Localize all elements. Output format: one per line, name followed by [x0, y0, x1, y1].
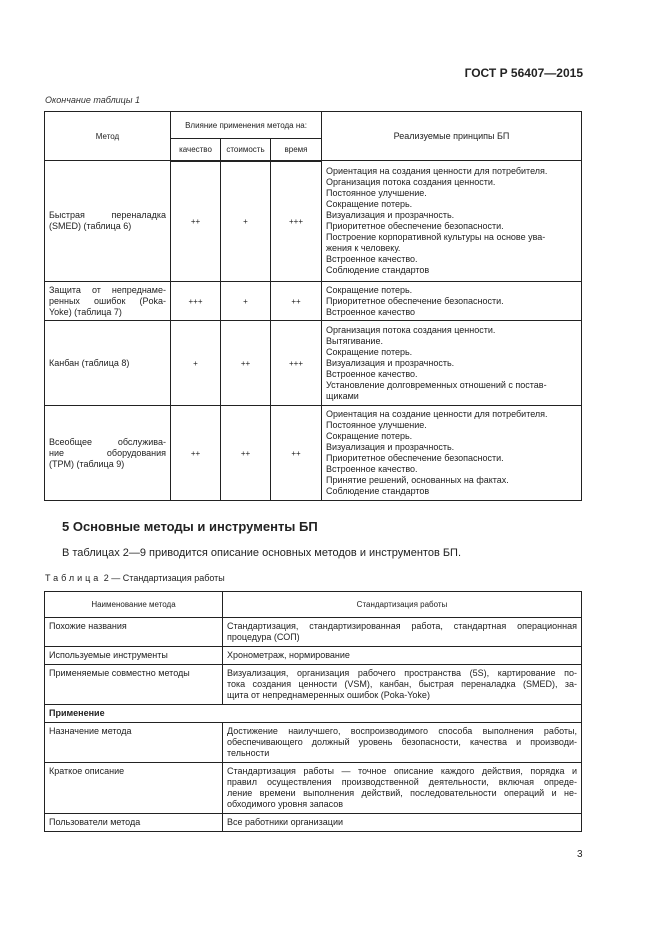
text-line: ренных ошибок (Poka- — [49, 295, 166, 306]
principles-cell — [322, 282, 582, 321]
quality-cell: ++ — [171, 161, 221, 282]
table-row — [45, 763, 582, 814]
text-line: (SMED) (таблица 6) — [49, 221, 132, 231]
text-line: Визуализация, организация рабочего пространства (5S), картирование по- — [227, 668, 577, 678]
table-row — [45, 406, 582, 501]
text-line: Сокращение потерь. — [326, 346, 413, 357]
table-row — [45, 814, 582, 832]
text-line: Визуализация и прозрачность. — [326, 210, 455, 220]
value-cell — [223, 814, 582, 832]
principles-cell — [322, 161, 582, 282]
text-line: Сокращение потерь. — [326, 431, 413, 441]
section-title: 5 Основные методы и инструменты БП — [62, 519, 318, 534]
page-number: 3 — [577, 849, 583, 860]
text-line: Ориентация на создания ценности для потребителя. — [326, 166, 548, 176]
section-row — [45, 705, 582, 723]
table-row — [45, 282, 582, 321]
text-line: щита от непреднамеренных ошибок (Poka-Yoke) — [227, 690, 430, 700]
col-method: Метод — [45, 112, 171, 161]
text-line: Ориентация на создание ценности для потребителя. — [326, 409, 548, 419]
col-principles: Реализуемые принципы БП — [322, 112, 582, 161]
table-row — [45, 665, 582, 705]
text-line: Постоянное улучшение. — [326, 188, 427, 198]
text-line: Постоянное улучшение. — [326, 420, 427, 430]
text-line: Организация потока создания ценности. — [326, 324, 496, 335]
text-line: Защита от непреднаме- — [49, 284, 166, 295]
name-cell: Применяемые совместно методы — [45, 665, 223, 705]
text-line: тока создания ценности (VSM), канбан, быстрая переналадка (SMED), за- — [227, 679, 577, 689]
table1 — [44, 111, 582, 501]
value-cell — [223, 723, 582, 763]
text-line: Быстрая переналадка — [49, 210, 166, 220]
quality-cell: ++ — [171, 406, 221, 501]
text-line: Сокращение потерь. — [326, 199, 413, 209]
col-time: время — [271, 139, 322, 161]
text-line: Встроенное качество. — [326, 254, 418, 264]
method-cell — [45, 406, 171, 501]
text-line: (TPM) (таблица 9) — [49, 458, 125, 469]
quality-cell: + — [171, 321, 221, 406]
time-cell: +++ — [271, 321, 322, 406]
text-line: Соблюдение стандартов — [326, 265, 430, 275]
table-row — [45, 321, 582, 406]
text-line: Стандартизация, стандартизированная работа, стандартная операционная — [227, 621, 577, 631]
name-cell: Назначение метода — [45, 723, 223, 763]
cost-cell: + — [221, 282, 271, 321]
cost-cell: ++ — [221, 321, 271, 406]
text-line: жения к человеку. — [326, 243, 401, 253]
text-line: Организация потока создания ценности. — [326, 177, 496, 187]
table-row — [45, 647, 582, 665]
value-cell — [223, 647, 582, 665]
name-cell: Краткое описание — [45, 763, 223, 814]
time-cell: +++ — [271, 161, 322, 282]
time-cell: ++ — [271, 406, 322, 501]
text-line: Хронометраж, нормирование — [227, 650, 350, 660]
text-line: Приоритетное обеспечение безопасности. — [326, 295, 504, 306]
name-cell: Похожие названия — [45, 618, 223, 647]
cost-cell: + — [221, 161, 271, 282]
text-line: Принятие решений, основанных на фактах. — [326, 475, 509, 485]
value-cell — [223, 763, 582, 814]
text-line: ние оборудования — [49, 447, 166, 458]
text-line: Построение корпоративной культуры на основе ува- — [326, 232, 546, 242]
table1-caption: Окончание таблицы 1 — [45, 95, 140, 105]
cost-cell: ++ — [221, 406, 271, 501]
text-line: Соблюдение стандартов — [326, 486, 430, 496]
table2-caption: Таблица 2 — Стандартизация работы — [45, 573, 225, 583]
document-id: ГОСТ Р 56407—2015 — [464, 66, 583, 80]
text-line: Канбан (таблица 8) — [49, 357, 130, 368]
text-line: Визуализация и прозрачность. — [326, 357, 455, 368]
text-line: Yoke) (таблица 7) — [49, 306, 122, 317]
text-line: обеспечивающего должный уровень безопасности, качества и производи- — [227, 737, 577, 747]
table-row — [45, 723, 582, 763]
section-paragraph: В таблицах 2—9 приводится описание основных методов и инструментов БП. — [62, 547, 462, 559]
text-line: Установление долговременных отношений с постав- — [326, 379, 547, 390]
value-cell — [223, 665, 582, 705]
col-cost: стоимость — [221, 139, 271, 161]
table-row — [45, 618, 582, 647]
text-line: Приоритетное обеспечение безопасности. — [326, 453, 504, 463]
principles-cell — [322, 406, 582, 501]
text-line: Встроенное качество — [326, 306, 416, 317]
text-line: Всеобщее обслужива- — [49, 436, 166, 447]
method-cell — [45, 282, 171, 321]
table2 — [44, 591, 582, 832]
text-line: процедура (СОП) — [227, 632, 300, 642]
text-line: Вытягивание. — [326, 335, 383, 346]
principles-cell — [322, 321, 582, 406]
col-name: Наименование метода — [45, 592, 223, 618]
text-line: обходимого уровня запасов — [227, 799, 344, 809]
text-line: Встроенное качество. — [326, 464, 418, 474]
col-quality: качество — [171, 139, 221, 161]
text-line: Стандартизация работы — точное описание каждого действия, порядка и — [227, 766, 577, 776]
col-value: Стандартизация работы — [223, 592, 582, 618]
method-cell — [45, 161, 171, 282]
text-line: Все работники организации — [227, 817, 344, 827]
text-line: правил осуществления производственной деятельности, включая опреде- — [227, 777, 577, 787]
method-cell — [45, 321, 171, 406]
text-line: Приоритетное обеспечение безопасности. — [326, 221, 504, 231]
text-line: ление времени выполнения действий, последовательности операций и не- — [227, 788, 577, 798]
table-row — [45, 161, 582, 282]
text-line: щиками — [326, 390, 359, 401]
time-cell: ++ — [271, 282, 322, 321]
name-cell: Пользователи метода — [45, 814, 223, 832]
text-line: Визуализация и прозрачность. — [326, 442, 455, 452]
section-label: Применение — [45, 705, 582, 723]
name-cell: Используемые инструменты — [45, 647, 223, 665]
text-line: тельности — [227, 748, 270, 758]
value-cell — [223, 618, 582, 647]
text-line: Встроенное качество. — [326, 368, 418, 379]
text-line: Достижение наилучшего, воспроизводимого способа выполнения работы, — [227, 726, 577, 736]
text-line: Сокращение потерь. — [326, 284, 413, 295]
col-influence: Влияние применения метода на: — [171, 112, 322, 139]
quality-cell: +++ — [171, 282, 221, 321]
